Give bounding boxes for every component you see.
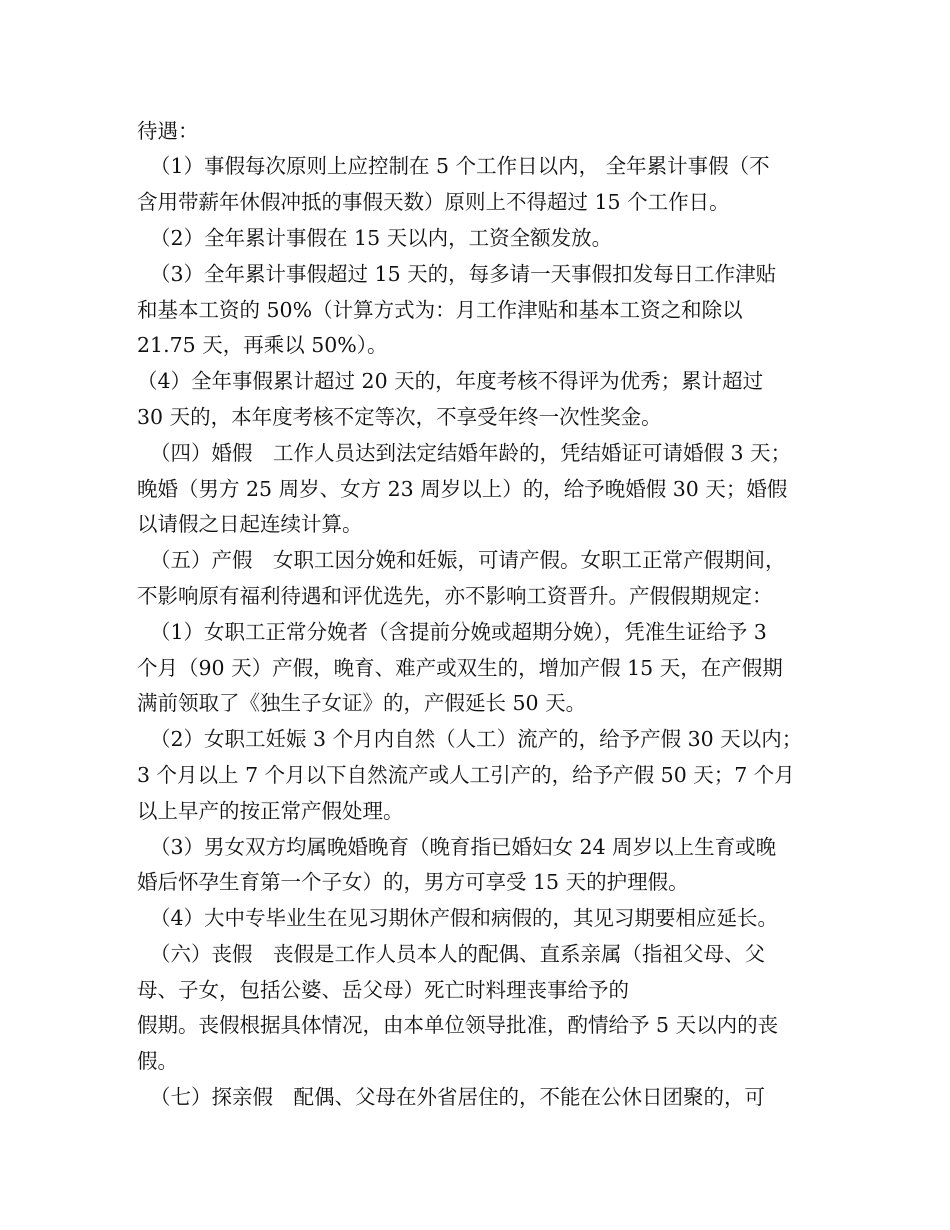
text-line: （1）女职工正常分娩者（含提前分娩或超期分娩），凭准生证给予 3 — [150, 620, 767, 644]
text-line: （五）产假 女职工因分娩和妊娠，可请产假。女职工正常产假期间， — [150, 548, 786, 572]
text-line: 3 个月以上 7 个月以下自然流产或人工引产的，给予产假 50 天；7 个月 — [137, 763, 795, 787]
text-line: （1）事假每次原则上应控制在 5 个工作日以内， 全年累计事假（不 — [150, 154, 770, 178]
text-line: 30 天的，本年度考核不定等次，不享受年终一次性奖金。 — [137, 405, 662, 429]
text-line: （3）男女双方均属晚婚晚育（晚育指已婚妇女 24 周岁以上生育或晚 — [150, 835, 777, 859]
text-line: （4）大中专毕业生在见习期休产假和病假的，其见习期要相应延长。 — [150, 906, 779, 930]
text-line: 母、子女，包括公婆、岳父母）死亡时料理丧事给予的 — [137, 978, 629, 1002]
text-line: （四）婚假 工作人员达到法定结婚年龄的，凭结婚证可请婚假 3 天； — [150, 441, 792, 465]
text-line: 不影响原有福利待遇和评优选先，亦不影响工资晋升。产假假期规定： — [137, 584, 773, 608]
text-line: 和基本工资的 50%（计算方式为：月工作津贴和基本工资之和除以 — [137, 298, 743, 322]
text-line: 假。 — [137, 1049, 178, 1073]
text-line: 待遇： — [137, 119, 199, 143]
text-line: 含用带薪年休假冲抵的事假天数）原则上不得超过 15 个工作日。 — [137, 190, 730, 214]
text-line: （2）女职工妊娠 3 个月内自然（人工）流产的，给予产假 30 天以内； — [150, 727, 803, 751]
text-line: 婚后怀孕生育第一个子女）的，男方可享受 15 天的护理假。 — [137, 870, 689, 894]
text-line: （六）丧假 丧假是工作人员本人的配偶、直系亲属（指祖父母、父 — [150, 942, 765, 966]
text-line: （3）全年累计事假超过 15 天的，每多请一天事假扣发每日工作津贴 — [150, 262, 777, 286]
text-line: （七）探亲假 配偶、父母在外省居住的，不能在公休日团聚的，可 — [150, 1085, 765, 1109]
text-line: （4）全年事假累计超过 20 天的，年度考核不得评为优秀；累计超过 — [137, 369, 764, 393]
text-line: 以上早产的按正常产假处理。 — [137, 799, 404, 823]
text-line: 以请假之日起连续计算。 — [137, 512, 363, 536]
text-line: 晚婚（男方 25 周岁、女方 23 周岁以上）的，给予晚婚假 30 天；婚假 — [137, 477, 788, 501]
text-line: 个月（90 天）产假，晚育、难产或双生的，增加产假 15 天，在产假期 — [137, 656, 783, 680]
text-line: 21.75 天，再乘以 50%）。 — [137, 333, 388, 357]
text-line: （2）全年累计事假在 15 天以内，工资全额发放。 — [150, 226, 613, 250]
text-line: 满前领取了《独生子女证》的，产假延长 50 天。 — [137, 691, 587, 715]
text-line: 假期。丧假根据具体情况，由本单位领导批准，酌情给予 5 天以内的丧 — [137, 1013, 779, 1037]
